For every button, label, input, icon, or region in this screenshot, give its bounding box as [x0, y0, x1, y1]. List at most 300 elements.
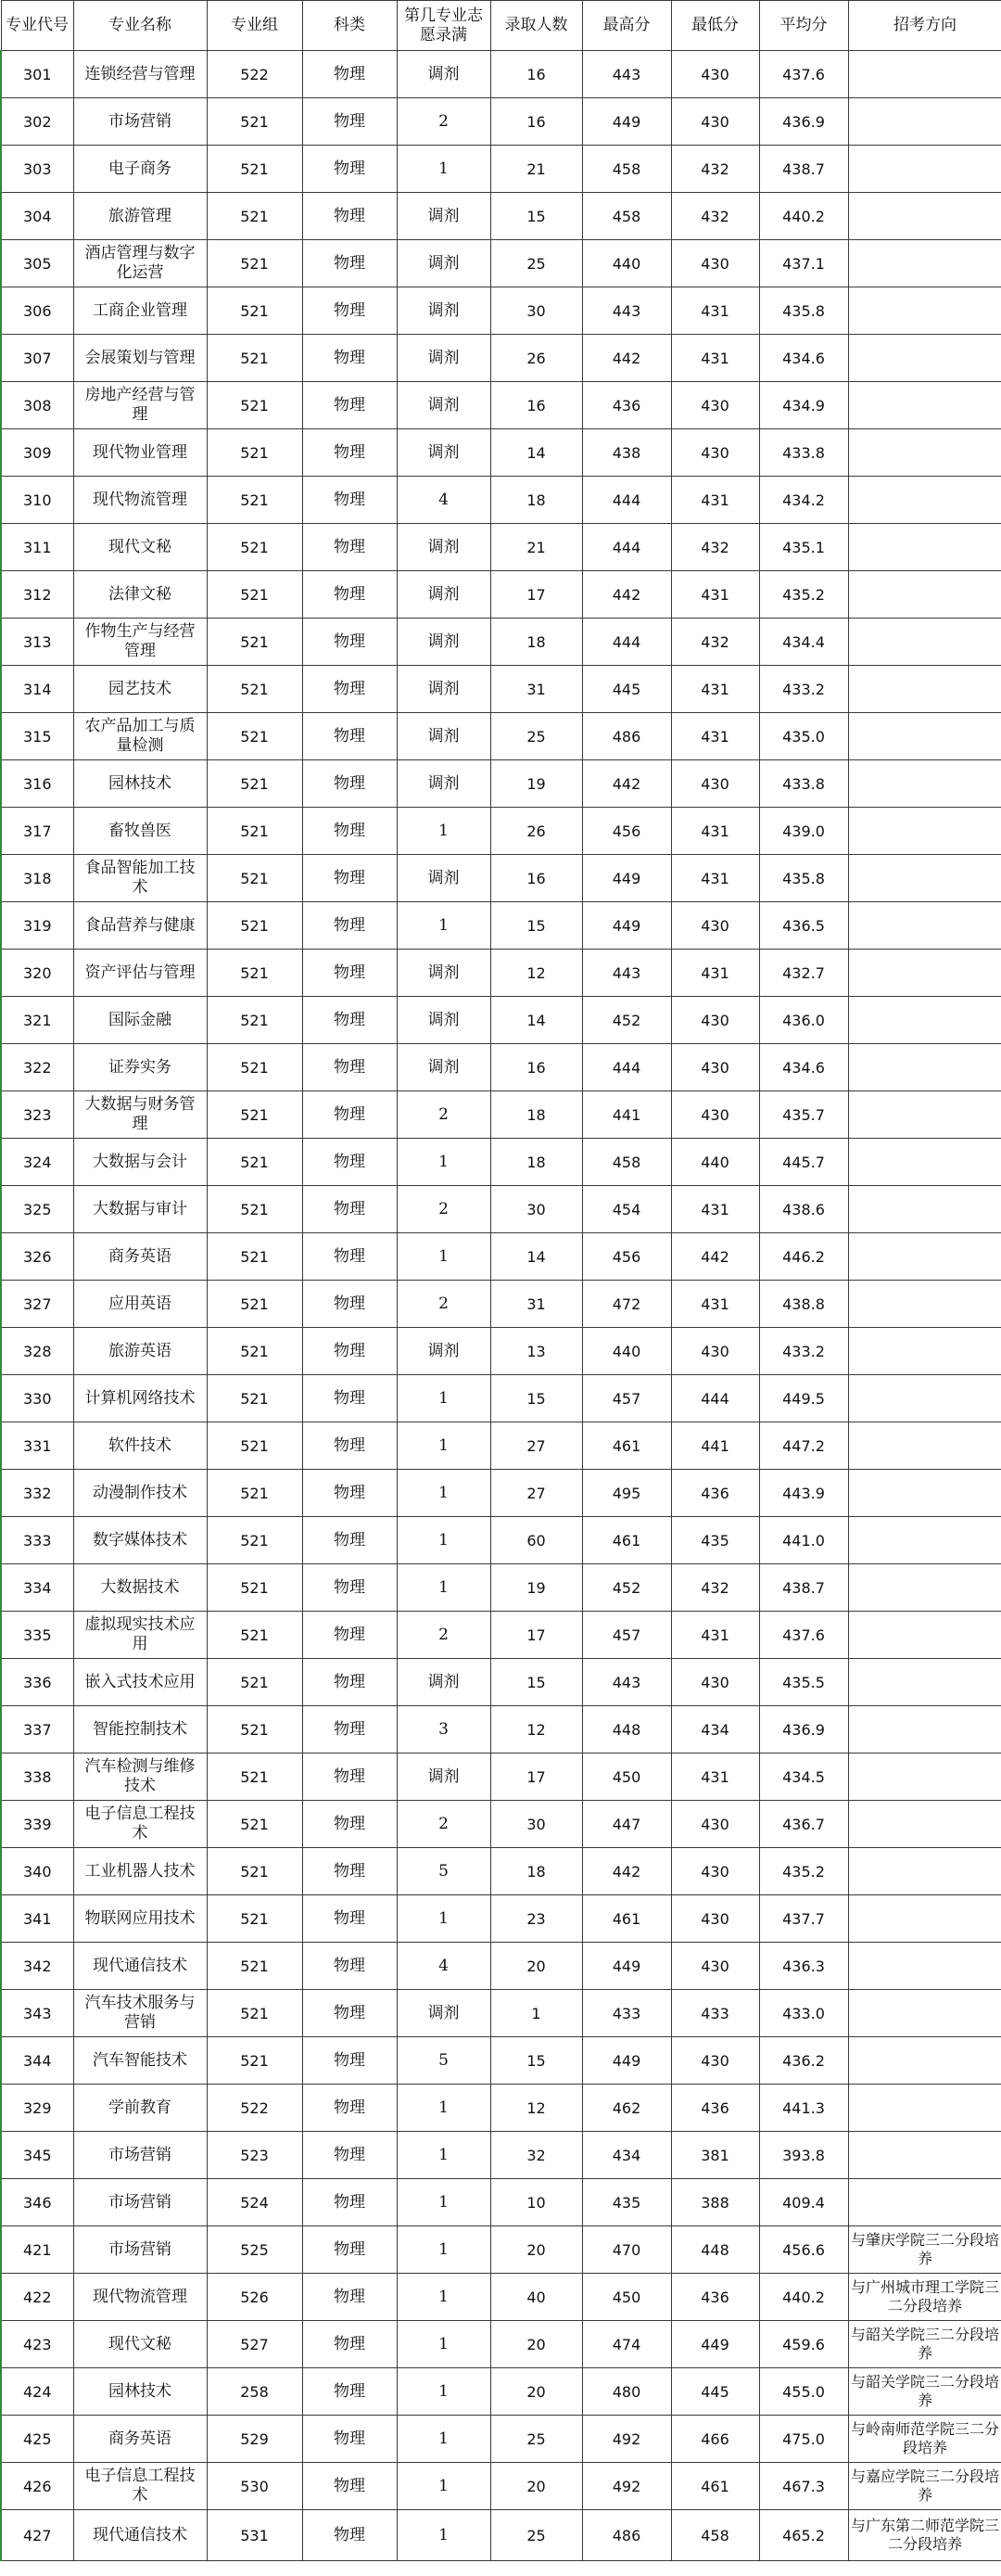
major-name-cell: 现代物流管理 — [73, 2274, 207, 2321]
max-score-cell: 438 — [582, 429, 671, 477]
direction-cell — [848, 524, 1001, 571]
max-score-cell: 452 — [582, 997, 671, 1044]
subject-cell: 物理 — [302, 1753, 397, 1801]
major-name-cell: 智能控制技术 — [73, 1706, 207, 1753]
avg-score-cell: 434.6 — [759, 335, 848, 382]
max-score-cell: 454 — [582, 1186, 671, 1233]
subject-cell: 物理 — [302, 1091, 397, 1139]
major-code-cell: 307 — [1, 335, 73, 382]
subject-cell: 物理 — [302, 950, 397, 997]
max-score-cell: 449 — [582, 1943, 671, 1990]
major-group-cell: 521 — [207, 1612, 302, 1659]
major-code-cell: 308 — [1, 382, 73, 429]
choice-filled-cell: 1 — [397, 1139, 490, 1186]
major-name-cell: 工业机器人技术 — [73, 1848, 207, 1895]
choice-filled-cell: 2 — [397, 1281, 490, 1328]
direction-cell — [848, 477, 1001, 524]
subject-cell: 物理 — [302, 997, 397, 1044]
major-name-cell: 作物生产与经营管理 — [73, 618, 207, 666]
direction-cell — [848, 1091, 1001, 1139]
min-score-cell: 431 — [671, 1612, 759, 1659]
avg-score-cell: 434.9 — [759, 382, 848, 429]
min-score-cell: 466 — [671, 2416, 759, 2463]
table-row — [1, 1659, 1001, 1706]
table-row — [1, 2226, 1001, 2274]
avg-score-cell: 446.2 — [759, 1233, 848, 1281]
max-score-cell: 457 — [582, 1375, 671, 1422]
min-score-cell: 430 — [671, 902, 759, 950]
major-code-cell: 319 — [1, 902, 73, 950]
major-code-cell: 343 — [1, 1990, 73, 2037]
admitted-count-cell: 27 — [490, 1422, 582, 1470]
header-admitted-count: 录取人数 — [490, 1, 582, 51]
choice-filled-cell: 1 — [397, 1375, 490, 1422]
table-row — [1, 1943, 1001, 1990]
choice-filled-cell: 调剂 — [397, 1044, 490, 1091]
major-code-cell: 312 — [1, 571, 73, 618]
admitted-count-cell: 16 — [490, 98, 582, 146]
subject-cell: 物理 — [302, 335, 397, 382]
direction-cell — [848, 51, 1001, 98]
major-code-cell: 340 — [1, 1848, 73, 1895]
subject-cell: 物理 — [302, 2132, 397, 2179]
direction-cell — [848, 1848, 1001, 1895]
major-group-cell: 521 — [207, 98, 302, 146]
subject-cell: 物理 — [302, 1375, 397, 1422]
table-row — [1, 1990, 1001, 2037]
major-group-cell: 521 — [207, 1895, 302, 1943]
choice-filled-cell: 调剂 — [397, 997, 490, 1044]
table-row — [1, 1281, 1001, 1328]
avg-score-cell: 433.0 — [759, 1990, 848, 2037]
major-name-cell: 商务英语 — [73, 2416, 207, 2463]
major-code-cell: 316 — [1, 760, 73, 808]
direction-cell — [848, 1753, 1001, 1801]
admitted-count-cell: 26 — [490, 808, 582, 855]
choice-filled-cell: 1 — [397, 808, 490, 855]
table-row — [1, 2463, 1001, 2510]
subject-cell: 物理 — [302, 2510, 397, 2561]
choice-filled-cell: 2 — [397, 1091, 490, 1139]
table-row — [1, 1753, 1001, 1801]
major-code-cell: 310 — [1, 477, 73, 524]
direction-cell — [848, 2037, 1001, 2085]
choice-filled-cell: 1 — [397, 2085, 490, 2132]
direction-cell — [848, 1139, 1001, 1186]
avg-score-cell: 434.6 — [759, 1044, 848, 1091]
table-row — [1, 1706, 1001, 1753]
avg-score-cell: 432.7 — [759, 950, 848, 997]
direction-cell: 与广州城市理工学院三二分段培养 — [848, 2274, 1001, 2321]
subject-cell: 物理 — [302, 760, 397, 808]
major-name-cell: 学前教育 — [73, 2085, 207, 2132]
major-code-cell: 424 — [1, 2368, 73, 2416]
major-group-cell: 521 — [207, 1091, 302, 1139]
subject-cell: 物理 — [302, 51, 397, 98]
min-score-cell: 433 — [671, 1990, 759, 2037]
major-name-cell: 软件技术 — [73, 1422, 207, 1470]
min-score-cell: 430 — [671, 997, 759, 1044]
table-row — [1, 2037, 1001, 2085]
major-code-cell: 327 — [1, 1281, 73, 1328]
subject-cell: 物理 — [302, 1186, 397, 1233]
max-score-cell: 447 — [582, 1801, 671, 1848]
admitted-count-cell: 15 — [490, 193, 582, 240]
major-code-cell: 342 — [1, 1943, 73, 1990]
choice-filled-cell: 5 — [397, 1848, 490, 1895]
major-name-cell: 现代物流管理 — [73, 477, 207, 524]
major-group-cell: 521 — [207, 1044, 302, 1091]
table-row — [1, 2321, 1001, 2368]
direction-cell — [848, 382, 1001, 429]
direction-cell — [848, 98, 1001, 146]
avg-score-cell: 433.8 — [759, 760, 848, 808]
table-row — [1, 571, 1001, 618]
max-score-cell: 444 — [582, 618, 671, 666]
max-score-cell: 449 — [582, 98, 671, 146]
table-row — [1, 1186, 1001, 1233]
major-name-cell: 市场营销 — [73, 2226, 207, 2274]
header-major-group: 专业组 — [207, 1, 302, 51]
subject-cell: 物理 — [302, 855, 397, 902]
choice-filled-cell: 调剂 — [397, 335, 490, 382]
admitted-count-cell: 30 — [490, 1801, 582, 1848]
major-code-cell: 339 — [1, 1801, 73, 1848]
major-name-cell: 农产品加工与质量检测 — [73, 713, 207, 760]
major-group-cell: 521 — [207, 713, 302, 760]
table-row — [1, 335, 1001, 382]
major-group-cell: 521 — [207, 1990, 302, 2037]
min-score-cell: 442 — [671, 1233, 759, 1281]
subject-cell: 物理 — [302, 618, 397, 666]
table-row — [1, 1564, 1001, 1612]
avg-score-cell: 435.5 — [759, 1659, 848, 1706]
max-score-cell: 435 — [582, 2179, 671, 2226]
max-score-cell: 452 — [582, 1564, 671, 1612]
max-score-cell: 440 — [582, 240, 671, 287]
direction-cell — [848, 287, 1001, 335]
major-name-cell: 现代文秘 — [73, 524, 207, 571]
major-group-cell: 522 — [207, 51, 302, 98]
major-group-cell: 521 — [207, 240, 302, 287]
major-group-cell: 521 — [207, 1706, 302, 1753]
max-score-cell: 457 — [582, 1612, 671, 1659]
choice-filled-cell: 1 — [397, 902, 490, 950]
major-name-cell: 电子信息工程技术 — [73, 1801, 207, 1848]
direction-cell — [848, 1375, 1001, 1422]
min-score-cell: 448 — [671, 2226, 759, 2274]
table-row — [1, 997, 1001, 1044]
admitted-count-cell: 25 — [490, 240, 582, 287]
avg-score-cell: 437.1 — [759, 240, 848, 287]
avg-score-cell: 434.5 — [759, 1753, 848, 1801]
choice-filled-cell: 调剂 — [397, 571, 490, 618]
admitted-count-cell: 15 — [490, 902, 582, 950]
min-score-cell: 436 — [671, 2085, 759, 2132]
major-name-cell: 资产评估与管理 — [73, 950, 207, 997]
subject-cell: 物理 — [302, 902, 397, 950]
choice-filled-cell: 5 — [397, 2037, 490, 2085]
table-row — [1, 2085, 1001, 2132]
major-name-cell: 大数据技术 — [73, 1564, 207, 1612]
min-score-cell: 432 — [671, 524, 759, 571]
avg-score-cell: 434.4 — [759, 618, 848, 666]
admitted-count-cell: 18 — [490, 1139, 582, 1186]
min-score-cell: 431 — [671, 1186, 759, 1233]
table-row — [1, 98, 1001, 146]
major-code-cell: 317 — [1, 808, 73, 855]
min-score-cell: 431 — [671, 287, 759, 335]
choice-filled-cell: 调剂 — [397, 618, 490, 666]
major-group-cell: 521 — [207, 1943, 302, 1990]
major-name-cell: 法律文秘 — [73, 571, 207, 618]
subject-cell: 物理 — [302, 2416, 397, 2463]
admitted-count-cell: 16 — [490, 1044, 582, 1091]
table-row — [1, 193, 1001, 240]
direction-cell — [848, 335, 1001, 382]
choice-filled-cell: 调剂 — [397, 382, 490, 429]
admitted-count-cell: 17 — [490, 1612, 582, 1659]
major-name-cell: 计算机网络技术 — [73, 1375, 207, 1422]
choice-filled-cell: 调剂 — [397, 524, 490, 571]
choice-filled-cell: 1 — [397, 1422, 490, 1470]
avg-score-cell: 435.2 — [759, 571, 848, 618]
subject-cell: 物理 — [302, 287, 397, 335]
direction-cell — [848, 902, 1001, 950]
major-name-cell: 现代通信技术 — [73, 2510, 207, 2561]
table-row — [1, 713, 1001, 760]
max-score-cell: 456 — [582, 1233, 671, 1281]
table-row — [1, 1612, 1001, 1659]
subject-cell: 物理 — [302, 1281, 397, 1328]
direction-cell — [848, 240, 1001, 287]
choice-filled-cell: 1 — [397, 2416, 490, 2463]
major-group-cell: 521 — [207, 666, 302, 713]
major-name-cell: 现代文秘 — [73, 2321, 207, 2368]
major-code-cell: 427 — [1, 2510, 73, 2561]
major-group-cell: 521 — [207, 1186, 302, 1233]
table-row — [1, 146, 1001, 193]
avg-score-cell: 465.2 — [759, 2510, 848, 2561]
subject-cell: 物理 — [302, 1517, 397, 1564]
direction-cell — [848, 713, 1001, 760]
avg-score-cell: 433.8 — [759, 429, 848, 477]
admitted-count-cell: 20 — [490, 2463, 582, 2510]
admitted-count-cell: 18 — [490, 1091, 582, 1139]
direction-cell — [848, 2132, 1001, 2179]
avg-score-cell: 439.0 — [759, 808, 848, 855]
admitted-count-cell: 16 — [490, 382, 582, 429]
admitted-count-cell: 20 — [490, 2368, 582, 2416]
subject-cell: 物理 — [302, 1564, 397, 1612]
subject-cell: 物理 — [302, 1470, 397, 1517]
direction-cell — [848, 997, 1001, 1044]
direction-cell — [848, 1706, 1001, 1753]
direction-cell — [848, 1564, 1001, 1612]
min-score-cell: 441 — [671, 1422, 759, 1470]
avg-score-cell: 435.0 — [759, 713, 848, 760]
major-name-cell: 市场营销 — [73, 98, 207, 146]
min-score-cell: 431 — [671, 477, 759, 524]
max-score-cell: 495 — [582, 1470, 671, 1517]
admitted-count-cell: 25 — [490, 2416, 582, 2463]
admitted-count-cell: 40 — [490, 2274, 582, 2321]
major-group-cell: 521 — [207, 997, 302, 1044]
table-row — [1, 2179, 1001, 2226]
major-code-cell: 320 — [1, 950, 73, 997]
max-score-cell: 444 — [582, 477, 671, 524]
admitted-count-cell: 12 — [490, 950, 582, 997]
major-name-cell: 动漫制作技术 — [73, 1470, 207, 1517]
avg-score-cell: 456.6 — [759, 2226, 848, 2274]
min-score-cell: 430 — [671, 98, 759, 146]
max-score-cell: 442 — [582, 571, 671, 618]
admitted-count-cell: 16 — [490, 51, 582, 98]
admitted-count-cell: 31 — [490, 666, 582, 713]
choice-filled-cell: 1 — [397, 2226, 490, 2274]
major-code-cell: 326 — [1, 1233, 73, 1281]
direction-cell — [848, 1281, 1001, 1328]
max-score-cell: 462 — [582, 2085, 671, 2132]
direction-cell — [848, 1233, 1001, 1281]
avg-score-cell: 475.0 — [759, 2416, 848, 2463]
direction-cell: 与嘉应学院三二分段培养 — [848, 2463, 1001, 2510]
subject-cell: 物理 — [302, 2085, 397, 2132]
major-code-cell: 304 — [1, 193, 73, 240]
max-score-cell: 461 — [582, 1895, 671, 1943]
major-code-cell: 322 — [1, 1044, 73, 1091]
table-row — [1, 666, 1001, 713]
major-code-cell: 305 — [1, 240, 73, 287]
header-subject: 科类 — [302, 1, 397, 51]
admitted-count-cell: 15 — [490, 2037, 582, 2085]
major-group-cell: 521 — [207, 1848, 302, 1895]
subject-cell: 物理 — [302, 2274, 397, 2321]
major-name-cell: 工商企业管理 — [73, 287, 207, 335]
max-score-cell: 492 — [582, 2416, 671, 2463]
min-score-cell: 430 — [671, 429, 759, 477]
major-code-cell: 328 — [1, 1328, 73, 1375]
avg-score-cell: 436.9 — [759, 98, 848, 146]
choice-filled-cell: 1 — [397, 2132, 490, 2179]
major-code-cell: 345 — [1, 2132, 73, 2179]
subject-cell: 物理 — [302, 1044, 397, 1091]
table-row — [1, 1422, 1001, 1470]
admitted-count-cell: 14 — [490, 997, 582, 1044]
major-group-cell: 521 — [207, 193, 302, 240]
direction-cell — [848, 1895, 1001, 1943]
major-code-cell: 309 — [1, 429, 73, 477]
avg-score-cell: 437.6 — [759, 51, 848, 98]
major-group-cell: 521 — [207, 335, 302, 382]
major-code-cell: 330 — [1, 1375, 73, 1422]
major-group-cell: 521 — [207, 1422, 302, 1470]
major-group-cell: 525 — [207, 2226, 302, 2274]
admitted-count-cell: 18 — [490, 618, 582, 666]
header-min-score: 最低分 — [671, 1, 759, 51]
direction-cell — [848, 950, 1001, 997]
major-code-cell: 323 — [1, 1091, 73, 1139]
table-row — [1, 1044, 1001, 1091]
major-name-cell: 旅游英语 — [73, 1328, 207, 1375]
min-score-cell: 430 — [671, 240, 759, 287]
choice-filled-cell: 1 — [397, 2510, 490, 2561]
major-group-cell: 521 — [207, 1753, 302, 1801]
table-row — [1, 477, 1001, 524]
choice-filled-cell: 调剂 — [397, 287, 490, 335]
max-score-cell: 486 — [582, 713, 671, 760]
max-score-cell: 458 — [582, 1139, 671, 1186]
table-row — [1, 2416, 1001, 2463]
major-name-cell: 食品智能加工技术 — [73, 855, 207, 902]
direction-cell — [848, 1659, 1001, 1706]
choice-filled-cell: 4 — [397, 1943, 490, 1990]
choice-filled-cell: 1 — [397, 1470, 490, 1517]
major-group-cell: 258 — [207, 2368, 302, 2416]
avg-score-cell: 435.8 — [759, 855, 848, 902]
header-direction: 招考方向 — [848, 1, 1001, 51]
min-score-cell: 431 — [671, 950, 759, 997]
max-score-cell: 445 — [582, 666, 671, 713]
direction-cell — [848, 2085, 1001, 2132]
subject-cell: 物理 — [302, 477, 397, 524]
subject-cell: 物理 — [302, 2463, 397, 2510]
direction-cell — [848, 1801, 1001, 1848]
major-group-cell: 526 — [207, 2274, 302, 2321]
avg-score-cell: 459.6 — [759, 2321, 848, 2368]
major-group-cell: 521 — [207, 524, 302, 571]
major-name-cell: 电子信息工程技术 — [73, 2463, 207, 2510]
major-code-cell: 337 — [1, 1706, 73, 1753]
max-score-cell: 450 — [582, 1753, 671, 1801]
admitted-count-cell: 21 — [490, 524, 582, 571]
admitted-count-cell: 20 — [490, 1943, 582, 1990]
subject-cell: 物理 — [302, 1612, 397, 1659]
max-score-cell: 456 — [582, 808, 671, 855]
avg-score-cell: 437.7 — [759, 1895, 848, 1943]
choice-filled-cell: 2 — [397, 1612, 490, 1659]
choice-filled-cell: 3 — [397, 1706, 490, 1753]
major-name-cell: 市场营销 — [73, 2132, 207, 2179]
major-code-cell: 332 — [1, 1470, 73, 1517]
min-score-cell: 431 — [671, 808, 759, 855]
subject-cell: 物理 — [302, 98, 397, 146]
major-name-cell: 大数据与审计 — [73, 1186, 207, 1233]
avg-score-cell: 467.3 — [759, 2463, 848, 2510]
max-score-cell: 442 — [582, 335, 671, 382]
avg-score-cell: 393.8 — [759, 2132, 848, 2179]
max-score-cell: 470 — [582, 2226, 671, 2274]
max-score-cell: 443 — [582, 1659, 671, 1706]
avg-score-cell: 436.7 — [759, 1801, 848, 1848]
subject-cell: 物理 — [302, 146, 397, 193]
max-score-cell: 444 — [582, 1044, 671, 1091]
choice-filled-cell: 调剂 — [397, 1753, 490, 1801]
choice-filled-cell: 1 — [397, 1564, 490, 1612]
subject-cell: 物理 — [302, 1848, 397, 1895]
min-score-cell: 458 — [671, 2510, 759, 2561]
admitted-count-cell: 18 — [490, 477, 582, 524]
subject-cell: 物理 — [302, 1706, 397, 1753]
choice-filled-cell: 1 — [397, 1233, 490, 1281]
admitted-count-cell: 17 — [490, 571, 582, 618]
choice-filled-cell: 2 — [397, 1186, 490, 1233]
header-choice-filled: 第几专业志愿录满 — [397, 1, 490, 51]
major-group-cell: 521 — [207, 808, 302, 855]
admitted-count-cell: 25 — [490, 2510, 582, 2561]
major-group-cell: 521 — [207, 1375, 302, 1422]
table-row — [1, 1895, 1001, 1943]
